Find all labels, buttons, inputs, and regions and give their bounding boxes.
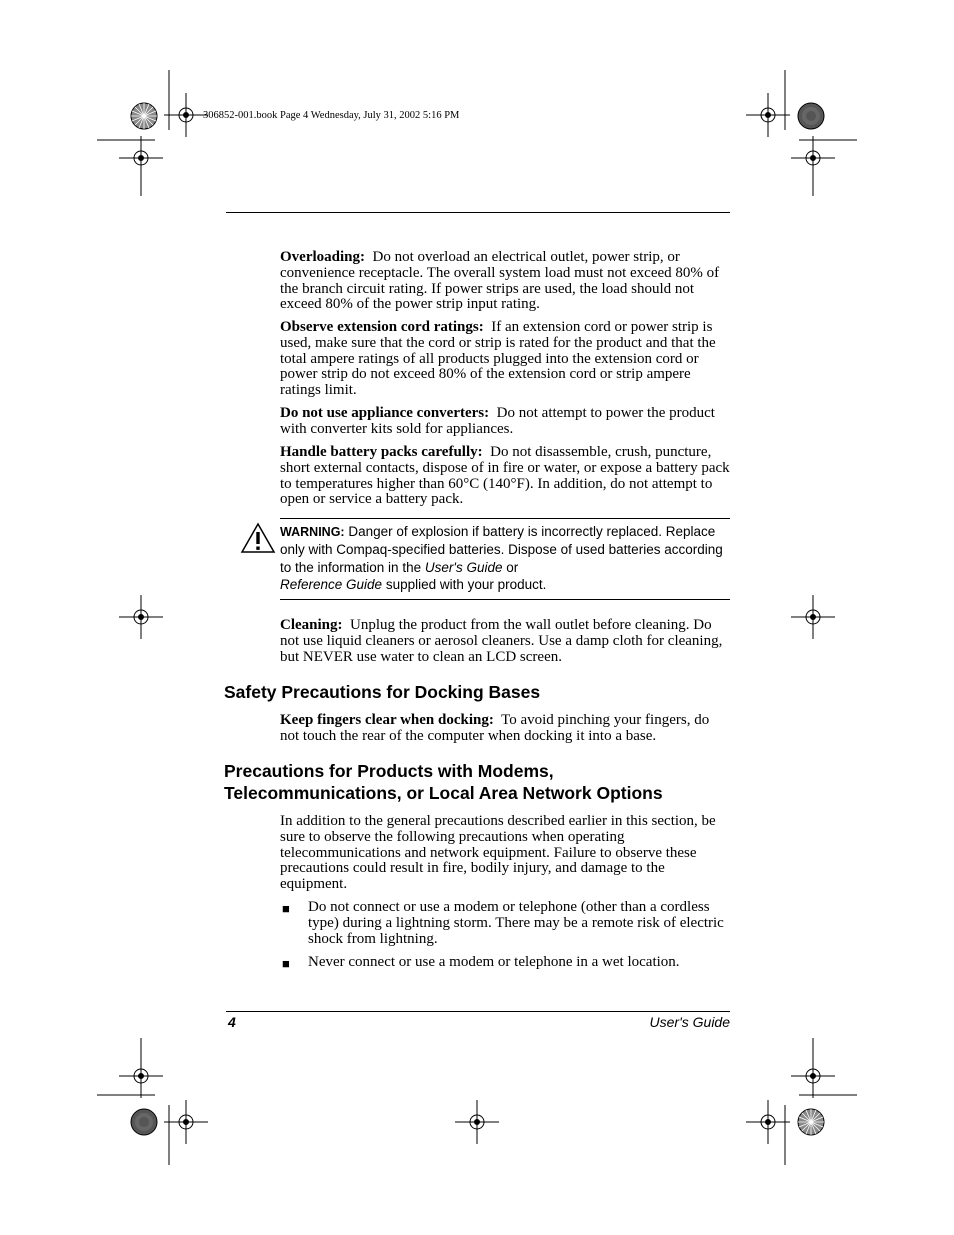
paragraph-text: Do not attempt to power the product with converter kits sold for appliances. (280, 405, 715, 437)
registration-crosshair-icon (746, 93, 790, 137)
paragraph-battery (280, 445, 730, 508)
paragraph-text: Do not overload an electrical outlet, power strip, or convenience receptacle. The overall system load must not exceed 80% of the branch circuit rating. If power strips are used, the load should not exceed 80% of the power strip input rating. (280, 249, 720, 313)
bullet-marker: ■ (282, 901, 290, 916)
warning-text: Danger of explosion if battery is incorrectly replaced. Replace only with Compaq-specified batteries. Dispose of used batteries according to the information in the (280, 524, 723, 575)
users-guide-reference: User's Guide (424, 559, 503, 575)
registration-crosshair-icon (119, 595, 163, 639)
starburst-target-icon (130, 102, 158, 130)
solid-disc-icon (797, 102, 825, 130)
paragraph-extension-cord (280, 320, 730, 399)
footer-rule (226, 1011, 730, 1012)
registration-crosshair-icon (455, 1100, 499, 1144)
registration-crosshair-icon (164, 93, 208, 137)
paragraph-text: In addition to the general precautions described earlier in this section, be sure to observe the following precautions when operating telecommunications and network equipment. Failure to observe these precautions could result in fire, bodily injury, and damage to the equipment. (280, 813, 716, 893)
warning-or: or (506, 559, 519, 575)
warning-triangle-icon (240, 522, 276, 554)
registration-crosshair-icon (164, 1100, 208, 1144)
starburst-target-icon (797, 1108, 825, 1136)
warning-bottom-rule (280, 599, 730, 600)
heading-line: Precautions for Products with Modems, (224, 761, 554, 781)
heading-modems (224, 760, 663, 804)
warning-text-end: supplied with your product. (385, 576, 547, 592)
paragraph-text: Unplug the product from the wall outlet before cleaning. Do not use liquid cleaners or aerosol cleaners. Use a damp cloth for cleaning, but NEVER use water to clean an LCD screen. (280, 617, 723, 665)
solid-disc-icon (130, 1108, 158, 1136)
paragraph-fingers (280, 713, 730, 745)
page-number: 4 (228, 1014, 236, 1030)
print-file-info: 306852-001.book Page 4 Wednesday, July 31, 2002 5:16 PM (203, 110, 460, 121)
list-item: Do not connect or use a modem or telephone (other than a cordless type) during a lightning storm. There may be a remote risk of electric shock from lightning. (308, 899, 724, 947)
warning-note (280, 523, 728, 593)
reference-guide-reference: Reference Guide (280, 576, 383, 592)
paragraph-converters (280, 406, 730, 438)
registration-crosshair-icon (791, 136, 835, 180)
list-item: Never connect or use a modem or telephone in a wet location. (308, 954, 680, 970)
warning-top-rule (280, 518, 730, 519)
registration-crosshair-icon (119, 136, 163, 180)
heading-line: Telecommunications, or Local Area Network Options (224, 783, 663, 803)
registration-crosshair-icon (746, 1100, 790, 1144)
warning-label: WARNING: (280, 525, 345, 539)
registration-crosshair-icon (119, 1054, 163, 1098)
bullet-marker: ■ (282, 956, 290, 971)
registration-crosshair-icon (791, 1054, 835, 1098)
paragraph-text: Do not disassemble, crush, puncture, short external contacts, dispose of in fire or water, or expose a battery pack to temperatures higher than 60°C (140°F). In addition, do not attempt to open or service a battery pack. (280, 444, 730, 508)
paragraph-overloading (280, 250, 730, 313)
paragraph-label: Cleaning: (280, 617, 343, 633)
paragraph-label: Overloading: (280, 249, 365, 265)
paragraph-text: To avoid pinching your fingers, do not touch the rear of the computer when docking it into a base. (280, 712, 710, 744)
paragraph-label: Keep fingers clear when docking: (280, 712, 494, 728)
paragraph-intro (280, 814, 730, 893)
paragraph-label: Handle battery packs carefully: (280, 444, 483, 460)
heading-docking-bases: Safety Precautions for Docking Bases (224, 682, 541, 702)
paragraph-label: Observe extension cord ratings: (280, 319, 484, 335)
paragraph-label: Do not use appliance converters: (280, 405, 490, 421)
footer-guide-title: User's Guide (649, 1014, 730, 1030)
paragraph-cleaning (280, 618, 730, 665)
registration-crosshair-icon (791, 595, 835, 639)
paragraph-text: If an extension cord or power strip is used, make sure that the cord or strip is rated for the product and that the total ampere ratings of all products plugged into the extension cord or power strip do not exceed 80% of the extension cord or strip ampere ratings limit. (280, 319, 716, 399)
header-rule (226, 212, 730, 213)
